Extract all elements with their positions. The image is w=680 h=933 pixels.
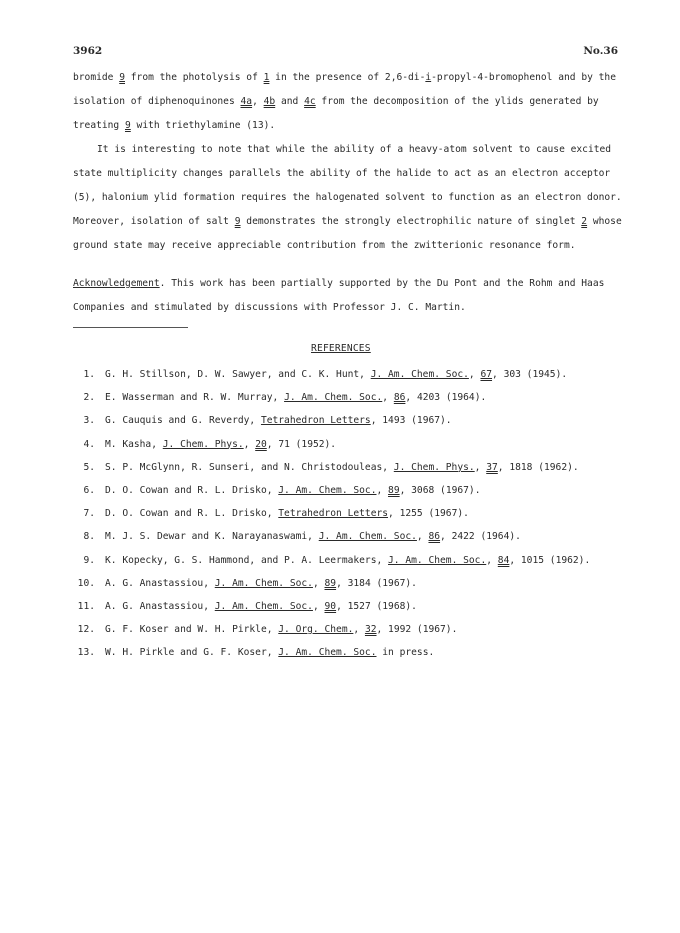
volume-number: 89	[324, 577, 337, 589]
paragraph-line: isolation of diphenoquinones 4a, 4b and 4c from the decomposition of the ylids generated by	[73, 96, 599, 107]
volume-number: 89	[388, 484, 400, 496]
paragraph-discussion	[73, 138, 622, 258]
reference-text: S. P. McGlynn, R. Sunseri, and N. Christodouleas, J. Chem. Phys., 37, 1818 (1962).	[105, 461, 579, 473]
reference-text: A. G. Anastassiou, J. Am. Chem. Soc., 90, 1527 (1968).	[105, 600, 417, 612]
compound-number: 9	[119, 72, 125, 83]
paragraph-line: Companies and stimulated by discussions with Professor J. C. Martin.	[73, 302, 466, 313]
reference-number: 4.	[83, 438, 95, 450]
reference-text: D. O. Cowan and R. L. Drisko, J. Am. Chem. Soc., 89, 3068 (1967).	[105, 484, 481, 496]
journal-name: J. Am. Chem. Soc.	[370, 369, 469, 380]
compound-number: 4c	[304, 96, 316, 107]
paragraph-line: It is interesting to note that while the ability of a heavy-atom solvent to cause excited	[97, 144, 612, 155]
reference-text: G. F. Koser and W. H. Pirkle, J. Org. Chem., 32, 1992 (1967).	[105, 624, 458, 636]
journal-name: J. Org. Chem.	[278, 624, 354, 636]
reference-text: G. H. Stillson, D. W. Sawyer, and C. K. Hunt, J. Am. Chem. Soc., 67, 303 (1945).	[105, 369, 568, 380]
journal-name: J. Am. Chem. Soc.	[284, 392, 383, 404]
reference-text: G. Cauquis and G. Reverdy, Tetrahedron Letters, 1493 (1967).	[105, 415, 452, 427]
compound-number: 1	[263, 72, 270, 83]
journal-name: Tetrahedron Letters	[260, 415, 371, 427]
compound-number: 4b	[263, 96, 276, 107]
journal-name: J. Am. Chem. Soc.	[278, 647, 377, 659]
volume-number: 67	[480, 369, 493, 380]
references-heading: REFERENCES	[311, 343, 371, 354]
compound-number: 9	[124, 120, 131, 131]
journal-name: J. Am. Chem. Soc.	[278, 484, 377, 496]
journal-name: J. Am. Chem. Soc.	[214, 600, 313, 612]
reference-text: E. Wasserman and R. W. Murray, J. Am. Chem. Soc., 86, 4203 (1964).	[105, 392, 487, 404]
acknowledgement	[73, 272, 613, 320]
paragraph-line: treating 9 with triethylamine (13).	[73, 120, 276, 131]
reference-number: 8.	[83, 531, 95, 543]
reference-number: 2.	[83, 392, 95, 404]
journal-name: J. Am. Chem. Soc.	[318, 531, 417, 543]
reference-number: 1.	[83, 369, 95, 380]
reference-number: 10.	[77, 577, 95, 589]
reference-number: 12.	[77, 624, 95, 636]
volume-number: 86	[428, 531, 441, 543]
volume-number: 37	[486, 461, 498, 473]
volume-number: 86	[393, 392, 406, 404]
paragraph-line: state multiplicity changes parallels the ability of the halide to act as an electron acceptor	[73, 168, 611, 179]
journal-name: J. Chem. Phys.	[162, 438, 244, 450]
compound-number: 4a	[240, 96, 253, 107]
reference-number: 3.	[83, 415, 95, 427]
reference-text: M. Kasha, J. Chem. Phys., 20, 71 (1952).	[105, 438, 337, 450]
compound-number: 9	[234, 216, 241, 227]
section-divider	[73, 327, 188, 328]
volume-number: 32	[364, 624, 377, 636]
journal-name: Tetrahedron Letters	[278, 508, 389, 520]
journal-name: J. Chem. Phys.	[393, 461, 475, 473]
reference-number: 11.	[77, 600, 95, 612]
reference-number: 5.	[83, 461, 95, 473]
issue-number: No.36	[583, 45, 618, 57]
paragraph-line: ground state may receive appreciable contribution from the zwitterionic resonance form.	[73, 240, 576, 251]
reference-text: A. G. Anastassiou, J. Am. Chem. Soc., 89, 3184 (1967).	[105, 577, 417, 589]
paragraph-continuation	[73, 66, 616, 138]
paragraph-line: (5), halonium ylid formation requires the halogenated solvent to function as an electron donor.	[73, 192, 622, 203]
paragraph-line: Acknowledgement. This work has been partially supported by the Du Pont and the Rohm and Haas	[73, 278, 605, 289]
volume-number: 90	[324, 600, 337, 612]
reference-text: D. O. Cowan and R. L. Drisko, Tetrahedron Letters, 1255 (1967).	[105, 508, 469, 520]
reference-text: W. H. Pirkle and G. F. Koser, J. Am. Chem. Soc. in press.	[105, 647, 435, 659]
reference-text: M. J. S. Dewar and K. Narayanaswami, J. Am. Chem. Soc., 86, 2422 (1964).	[105, 531, 521, 543]
journal-name: J. Am. Chem. Soc.	[214, 577, 313, 589]
reference-number: 7.	[83, 508, 95, 520]
paragraph-line: Moreover, isolation of salt 9 demonstrates the strongly electrophilic nature of singlet 2 whose	[73, 216, 622, 227]
acknowledgement-heading: Acknowledgement	[73, 278, 160, 289]
paragraph-line: bromide 9 from the photolysis of 1 in the presence of 2,6-di-i-propyl-4-bromophenol and by the	[73, 72, 616, 83]
compound-number: 2	[581, 216, 588, 227]
volume-number: 20	[255, 438, 267, 450]
journal-name: J. Am. Chem. Soc.	[388, 554, 487, 566]
reference-number: 13.	[77, 647, 95, 659]
reference-text: K. Kopecky, G. S. Hammond, and P. A. Leermakers, J. Am. Chem. Soc., 84, 1015 (1962).	[105, 554, 591, 566]
reference-number: 6.	[83, 484, 95, 496]
volume-number: 84	[497, 554, 510, 566]
reference-number: 9.	[83, 554, 95, 566]
page-number: 3962	[73, 45, 103, 57]
